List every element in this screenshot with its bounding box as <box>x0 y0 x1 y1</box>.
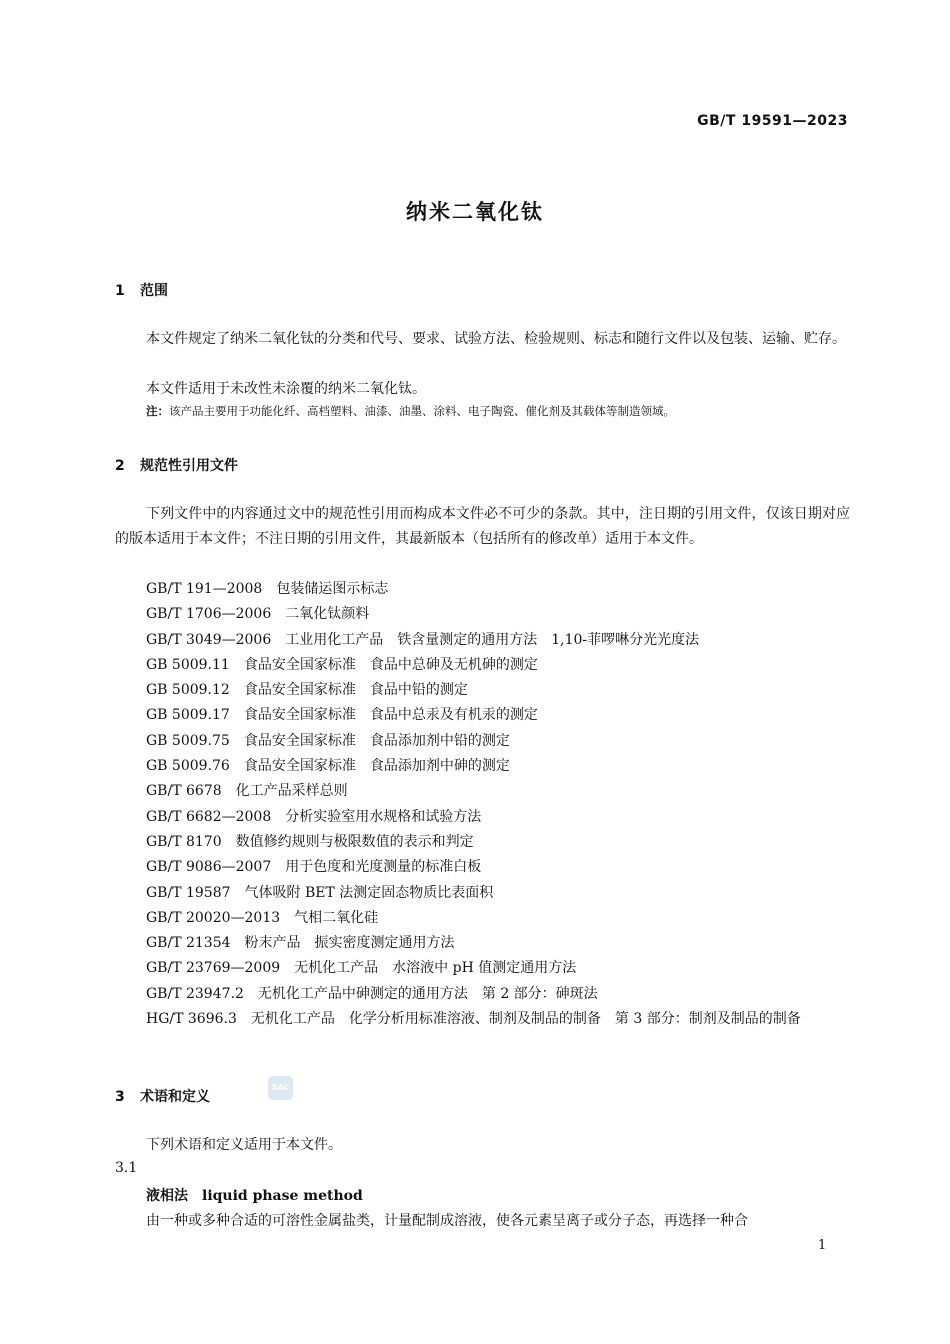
term-name <box>146 1185 363 1205</box>
reference-list <box>115 577 850 1032</box>
term-english: liquid phase method <box>202 1188 363 1204</box>
reference-title: 气体吸附 BET 法测定固态物质比表面积 <box>244 884 494 901</box>
term-definition: 由一种或多种合适的可溶性金属盐类，计量配制成溶液，使各元素呈离子或分子态，再选择一种合 <box>146 1213 748 1229</box>
scope-applicability: 本文件适用于未改性未涂覆的纳米二氧化钛。 <box>146 381 426 397</box>
reference-title: 食品安全国家标准 食品中总汞及有机汞的测定 <box>243 707 538 724</box>
reference-code: GB/T 3049—2006 <box>146 631 272 648</box>
reference-title: 食品安全国家标准 食品添加剂中铅的测定 <box>243 732 510 749</box>
reference-code: GB 5009.17 <box>146 707 230 724</box>
reference-item <box>115 729 850 754</box>
reference-item <box>115 754 850 779</box>
reference-title: 食品安全国家标准 食品中总砷及无机砷的测定 <box>243 656 538 673</box>
reference-code: HG/T 3696.3 <box>146 1011 237 1028</box>
reference-item <box>115 703 850 728</box>
reference-code: GB/T 6678 <box>146 783 222 800</box>
reference-item <box>115 653 850 678</box>
reference-code: GB/T 19587 <box>146 884 231 901</box>
reference-title: 无机化工产品 化学分析用标准溶液、制剂及制品的制备 第 3 部分：制剂及制品的制备 <box>250 1011 801 1028</box>
reference-code: GB/T 191—2008 <box>146 581 263 597</box>
reference-title: 化工产品采样总则 <box>235 783 348 800</box>
reference-code: GB 5009.11 <box>146 656 230 673</box>
reference-code: GB 5009.76 <box>146 758 230 775</box>
section-heading-scope <box>115 280 168 300</box>
reference-title: 无机化工产品中砷测定的通用方法 第 2 部分：砷斑法 <box>257 985 598 1002</box>
term-number: 3.1 <box>115 1160 138 1176</box>
reference-item <box>115 982 850 1007</box>
reference-code: GB 5009.12 <box>146 682 230 699</box>
section-heading-terms <box>115 1086 210 1106</box>
section-title: 规范性引用文件 <box>140 458 238 474</box>
reference-item <box>115 779 850 804</box>
reference-item <box>115 931 850 956</box>
reference-code: GB 5009.75 <box>146 732 230 749</box>
reference-code: GB/T 8170 <box>146 833 222 850</box>
reference-code: GB/T 6682—2008 <box>146 808 272 825</box>
reference-item <box>115 881 850 906</box>
reference-item <box>115 906 850 931</box>
reference-item <box>115 628 850 653</box>
reference-item <box>115 855 850 880</box>
section-title: 范围 <box>140 283 168 299</box>
reference-title: 食品安全国家标准 食品中铅的测定 <box>243 682 468 699</box>
section-number: 3 <box>115 1089 125 1105</box>
reference-code: GB/T 21354 <box>146 935 231 952</box>
terms-intro: 下列术语和定义适用于本文件。 <box>146 1137 342 1153</box>
document-title: 纳米二氧化钛 <box>406 200 544 224</box>
reference-title: 分析实验室用水规格和试验方法 <box>285 808 482 825</box>
section-heading-normative-references <box>115 455 238 475</box>
reference-title: 数值修约规则与极限数值的表示和判定 <box>235 833 474 850</box>
reference-title: 食品安全国家标准 食品添加剂中砷的测定 <box>243 758 510 775</box>
standard-code: GB/T 19591—2023 <box>697 113 848 129</box>
reference-title: 用于色度和光度测量的标准白板 <box>285 859 482 876</box>
reference-title: 包装储运图示标志 <box>276 581 389 597</box>
reference-item <box>115 1007 850 1032</box>
section-number: 2 <box>115 458 125 474</box>
reference-item <box>115 956 850 981</box>
reference-title: 工业用化工产品 铁含量测定的通用方法 1,10-菲啰啉分光光度法 <box>285 631 700 648</box>
section-number: 1 <box>115 283 125 299</box>
reference-code: GB/T 23769—2009 <box>146 960 281 977</box>
reference-title: 粉末产品 振实密度测定通用方法 <box>244 935 455 952</box>
reference-code: GB/T 20020—2013 <box>146 909 281 926</box>
scope-note <box>146 403 675 419</box>
page-number: 1 <box>818 1238 827 1253</box>
reference-code: GB/T 1706—2006 <box>146 606 272 623</box>
scope-paragraph: 本文件规定了纳米二氧化钛的分类和代号、要求、试验方法、检验规则、标志和随行文件以及包装、运输、贮存。 <box>146 331 846 347</box>
reference-title: 气相二氧化硅 <box>294 909 379 926</box>
term-chinese: 液相法 <box>146 1188 188 1204</box>
reference-code: GB/T 23947.2 <box>146 985 244 1002</box>
reference-item <box>115 830 850 855</box>
reference-title: 二氧化钛颜料 <box>285 606 370 623</box>
note-text: 该产品主要用于功能化纤、高档塑料、油漆、油墨、涂料、电子陶瓷、催化剂及其载体等制造领域。 <box>169 404 675 418</box>
reference-code: GB/T 9086—2007 <box>146 859 272 876</box>
reference-item <box>115 602 850 627</box>
reference-item <box>115 678 850 703</box>
section-title: 术语和定义 <box>140 1089 210 1105</box>
reference-item <box>115 805 850 830</box>
reference-title: 无机化工产品 水溶液中 pH 值测定通用方法 <box>294 960 577 977</box>
references-intro: 下列文件中的内容通过文中的规范性引用而构成本文件必不可少的条款。其中，注日期的引用文件，仅该日期对应的版本适用于本文件；不注日期的引用文件，其最新版本（包括所有的修改单）适用于本文件。 <box>115 506 850 547</box>
sac-watermark-logo: SAC <box>268 1076 293 1100</box>
reference-item <box>115 577 850 602</box>
note-label: 注： <box>146 404 169 418</box>
